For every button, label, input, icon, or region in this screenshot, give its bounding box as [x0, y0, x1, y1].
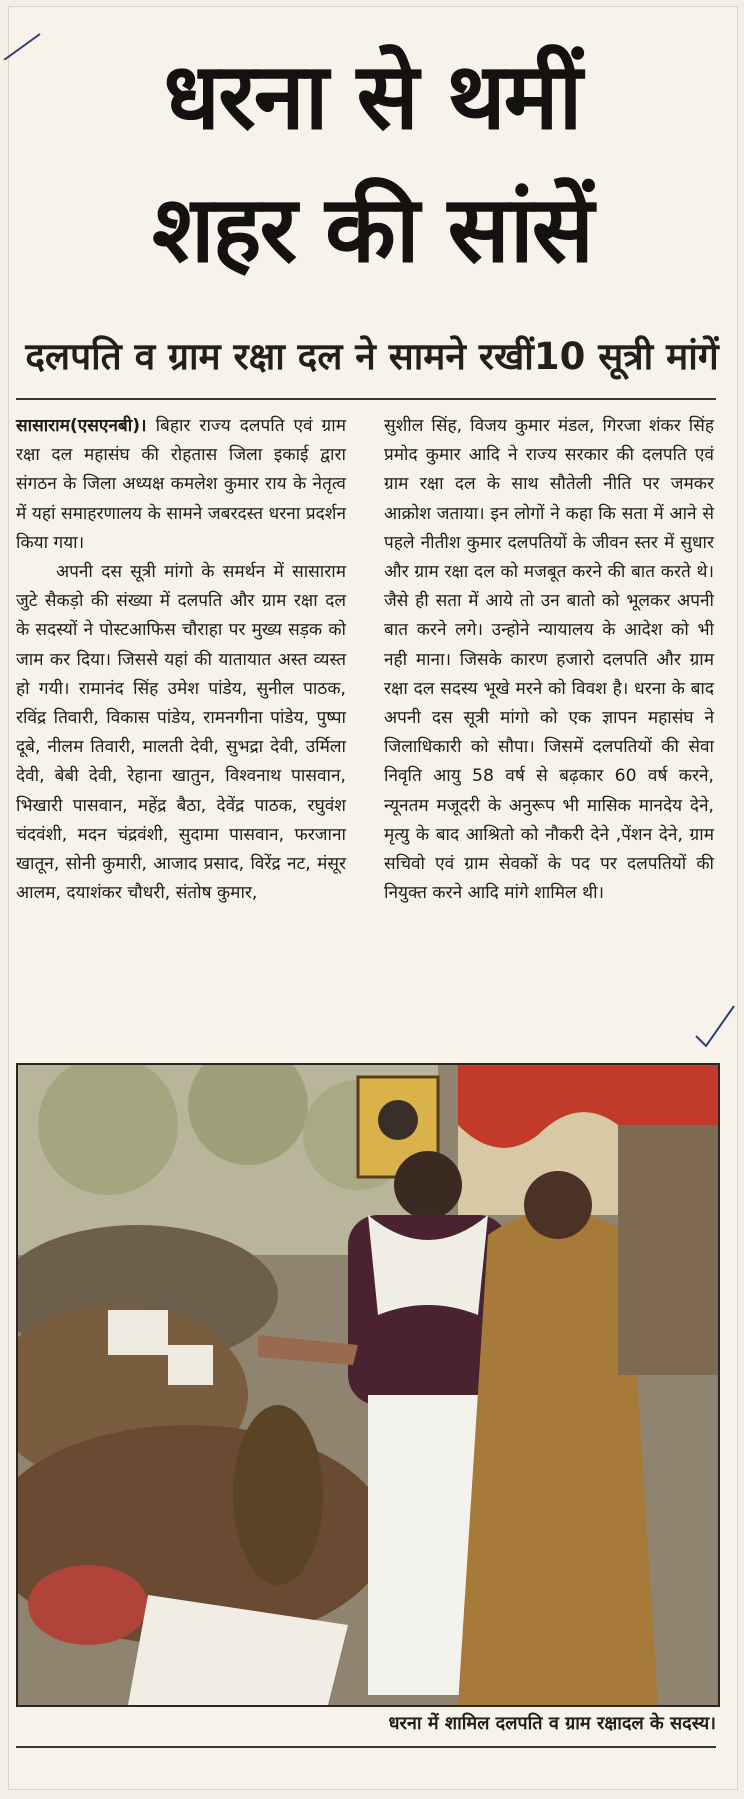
headline-line-2: शहर की सांसें — [152, 176, 592, 283]
article-right-column — [384, 412, 714, 908]
article-dateline: सासाराम(एसएनबी)। — [16, 416, 147, 436]
pen-tick-mark — [690, 1000, 740, 1050]
headline-line-1: धरना से थमीं — [163, 43, 581, 150]
protest-photo — [16, 1063, 720, 1707]
article-paragraph-1-text: बिहार राज्य दलपति एवं ग्राम रक्षा दल महासंघ की रोहतास जिला इकाई द्वारा संगठन के जिला अध्यक्ष कमलेश कुमार राय के नेतृत्व में यहां समाहरणालय के सामने जबरदस्त धरना प्रदर्शन किया गया। — [16, 416, 346, 553]
article-paragraph-3: सुशील सिंह, विजय कुमार मंडल, गिरजा शंकर सिंह प्रमोद कुमार आदि ने राज्य सरकार की दलपति एवं ग्राम रक्षा दल के साथ सौतेली नीति पर जमकर आक्रोश जताया। इन लोगों ने कहा कि सता में आने से पहले नीतीश कुमार दलपतियों के जीवन स्तर में सुधार और ग्राम रक्षा दल को मजबूत करने की बात करते थे। जैसे ही सता में आये तो उन बातो को भूलकर अपनी बात करने लगे। उन्होने न्यायालय के आदेश को भी नही माना। जिसके कारण हजारो दलपति और ग्राम रक्षा दल सदस्य भूखे मरने को विवश है। धरना के बाद अपनी दस सूत्री मांगो को एक ज्ञापन महासंघ ने जिलाधिकारी को सौपा। जिसमें दलपतियों की सेवा निवृति आयु 58 वर्ष से बढ़कार 60 वर्ष करने, न्यूनतम मजूदरी के अनुरूप भी मासिक मानदेय देने, मृत्यु के बाद आश्रितो को नौकरी देने ,पेंशन देने, ग्राम सचिवो एवं ग्राम सेवकों के पद पर दलपतियों की नियुक्त करने आदि मांगे शामिल थी। — [384, 416, 714, 904]
bottom-rule — [16, 1746, 716, 1748]
article-paragraph-1 — [16, 412, 346, 558]
article-paragraph-2: अपनी दस सूत्री मांगो के समर्थन में सासाराम जुटे सैकड़ो की संख्या में दलपति और ग्राम रक्षा दल के सदस्यों ने पोस्टआफिस चौराहा पर मुख्य सड़क को जाम कर दिया। जिससे यहां की यातायात अस्त व्यस्त हो गयी। रामानंद सिंह उमेश पांडेय, सुनील पाठक, रविंद्र तिवारी, विकास पांडेय, रामनगीना पांडेय, पुष्पा दूबे, नीलम तिवारी, मालती देवी, सुभद्रा देवी, उर्मिला देवी, बेबी देवी, रेहाना खातुन, विश्वनाथ पासवान, भिखारी पासवान, महेंद्र बैठा, देवेंद्र पाठक, रघुवंश चंदवंशी, मदन चंद्रवंशी, सुदामा पासवान, फरजाना खातून, सोनी कुमारी, आजाद प्रसाद, विरेंद्र नट, मंसूर आलम, दयाशंकर चौधरी, संतोष कुमार, — [16, 562, 346, 904]
photo-caption: धरना में शामिल दलपति व ग्राम रक्षादल के सदस्य। — [388, 1713, 716, 1734]
subhead-rule — [16, 398, 716, 400]
article-left-column — [16, 412, 346, 908]
subheadline: दलपति व ग्राम रक्षा दल ने सामने रखीं10 सूत्री मांगें — [25, 335, 719, 378]
protest-photo-illustration — [18, 1065, 718, 1705]
